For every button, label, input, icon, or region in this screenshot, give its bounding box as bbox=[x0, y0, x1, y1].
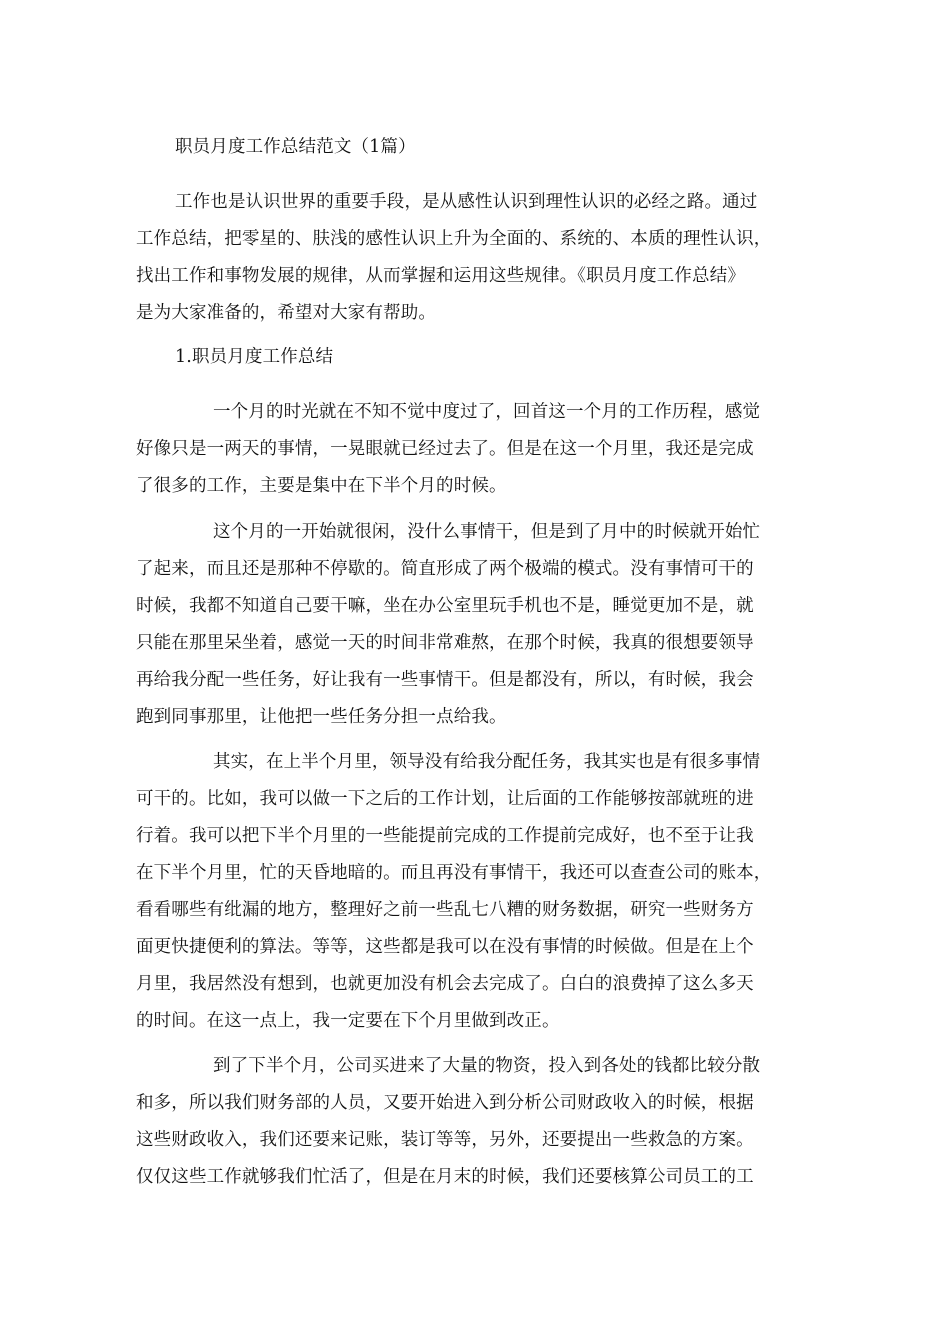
paragraph-line: 月里，我居然没有想到，也就更加没有机会去完成了。白白的浪费掉了这么多天 bbox=[136, 974, 754, 994]
intro-line: 工作总结，把零星的、肤浅的感性认识上升为全面的、系统的、本质的理性认识， bbox=[136, 229, 772, 249]
paragraph-line: 再给我分配一些任务，好让我有一些事情干。但是都没有，所以，有时候，我会 bbox=[136, 670, 754, 690]
paragraph-line: 了很多的工作，主要是集中在下半个月的时候。 bbox=[136, 476, 507, 496]
paragraph-line: 时候，我都不知道自己要干嘛，坐在办公室里玩手机也不是，睡觉更加不是，就 bbox=[136, 596, 754, 616]
intro-line: 工作也是认识世界的重要手段，是从感性认识到理性认识的必经之路。通过 bbox=[175, 192, 758, 212]
paragraph-line: 好像只是一两天的事情，一晃眼就已经过去了。但是在这一个月里，我还是完成 bbox=[136, 439, 754, 459]
intro-line: 找出工作和事物发展的规律，从而掌握和运用这些规律。《职员月度工作总结》 bbox=[136, 266, 745, 286]
paragraph-line: 这些财政收入，我们还要来记账，装订等等，另外，还要提出一些救急的方案。 bbox=[136, 1130, 754, 1150]
paragraph-line: 看看哪些有纰漏的地方，整理好之前一些乱七八糟的财务数据，研究一些财务方 bbox=[136, 900, 754, 920]
paragraph-line: 可干的。比如，我可以做一下之后的工作计划，让后面的工作能够按部就班的进 bbox=[136, 789, 754, 809]
paragraph-line: 其实，在上半个月里，领导没有给我分配任务，我其实也是有很多事情 bbox=[213, 752, 761, 772]
paragraph-line: 仅仅这些工作就够我们忙活了，但是在月末的时候，我们还要核算公司员工的工 bbox=[136, 1167, 754, 1187]
paragraph-line: 在下半个月里，忙的天昏地暗的。而且再没有事情干，我还可以查查公司的账本， bbox=[136, 863, 772, 883]
paragraph-line: 和多，所以我们财务部的人员，又要开始进入到分析公司财政收入的时候，根据 bbox=[136, 1093, 754, 1113]
page-title: 职员月度工作总结范文（1篇） bbox=[175, 137, 416, 157]
paragraph-line: 跑到同事那里，让他把一些任务分担一点给我。 bbox=[136, 707, 507, 727]
paragraph-line: 行着。我可以把下半个月里的一些能提前完成的工作提前完成好，也不至于让我 bbox=[136, 826, 754, 846]
section-heading: 1.职员月度工作总结 bbox=[175, 347, 334, 367]
paragraph-line: 到了下半个月，公司买进来了大量的物资，投入到各处的钱都比较分散 bbox=[213, 1056, 761, 1076]
paragraph-line: 一个月的时光就在不知不觉中度过了，回首这一个月的工作历程，感觉 bbox=[213, 402, 761, 422]
paragraph-line: 的时间。在这一点上，我一定要在下个月里做到改正。 bbox=[136, 1011, 560, 1031]
paragraph-line: 只能在那里呆坐着，感觉一天的时间非常难熬，在那个时候，我真的很想要领导 bbox=[136, 633, 754, 653]
paragraph-line: 这个月的一开始就很闲，没什么事情干，但是到了月中的时候就开始忙 bbox=[213, 522, 761, 542]
paragraph-line: 了起来，而且还是那种不停歇的。简直形成了两个极端的模式。没有事情可干的 bbox=[136, 559, 754, 579]
paragraph-line: 面更快捷便利的算法。等等，这些都是我可以在没有事情的时候做。但是在上个 bbox=[136, 937, 754, 957]
intro-line: 是为大家准备的，希望对大家有帮助。 bbox=[136, 303, 437, 323]
